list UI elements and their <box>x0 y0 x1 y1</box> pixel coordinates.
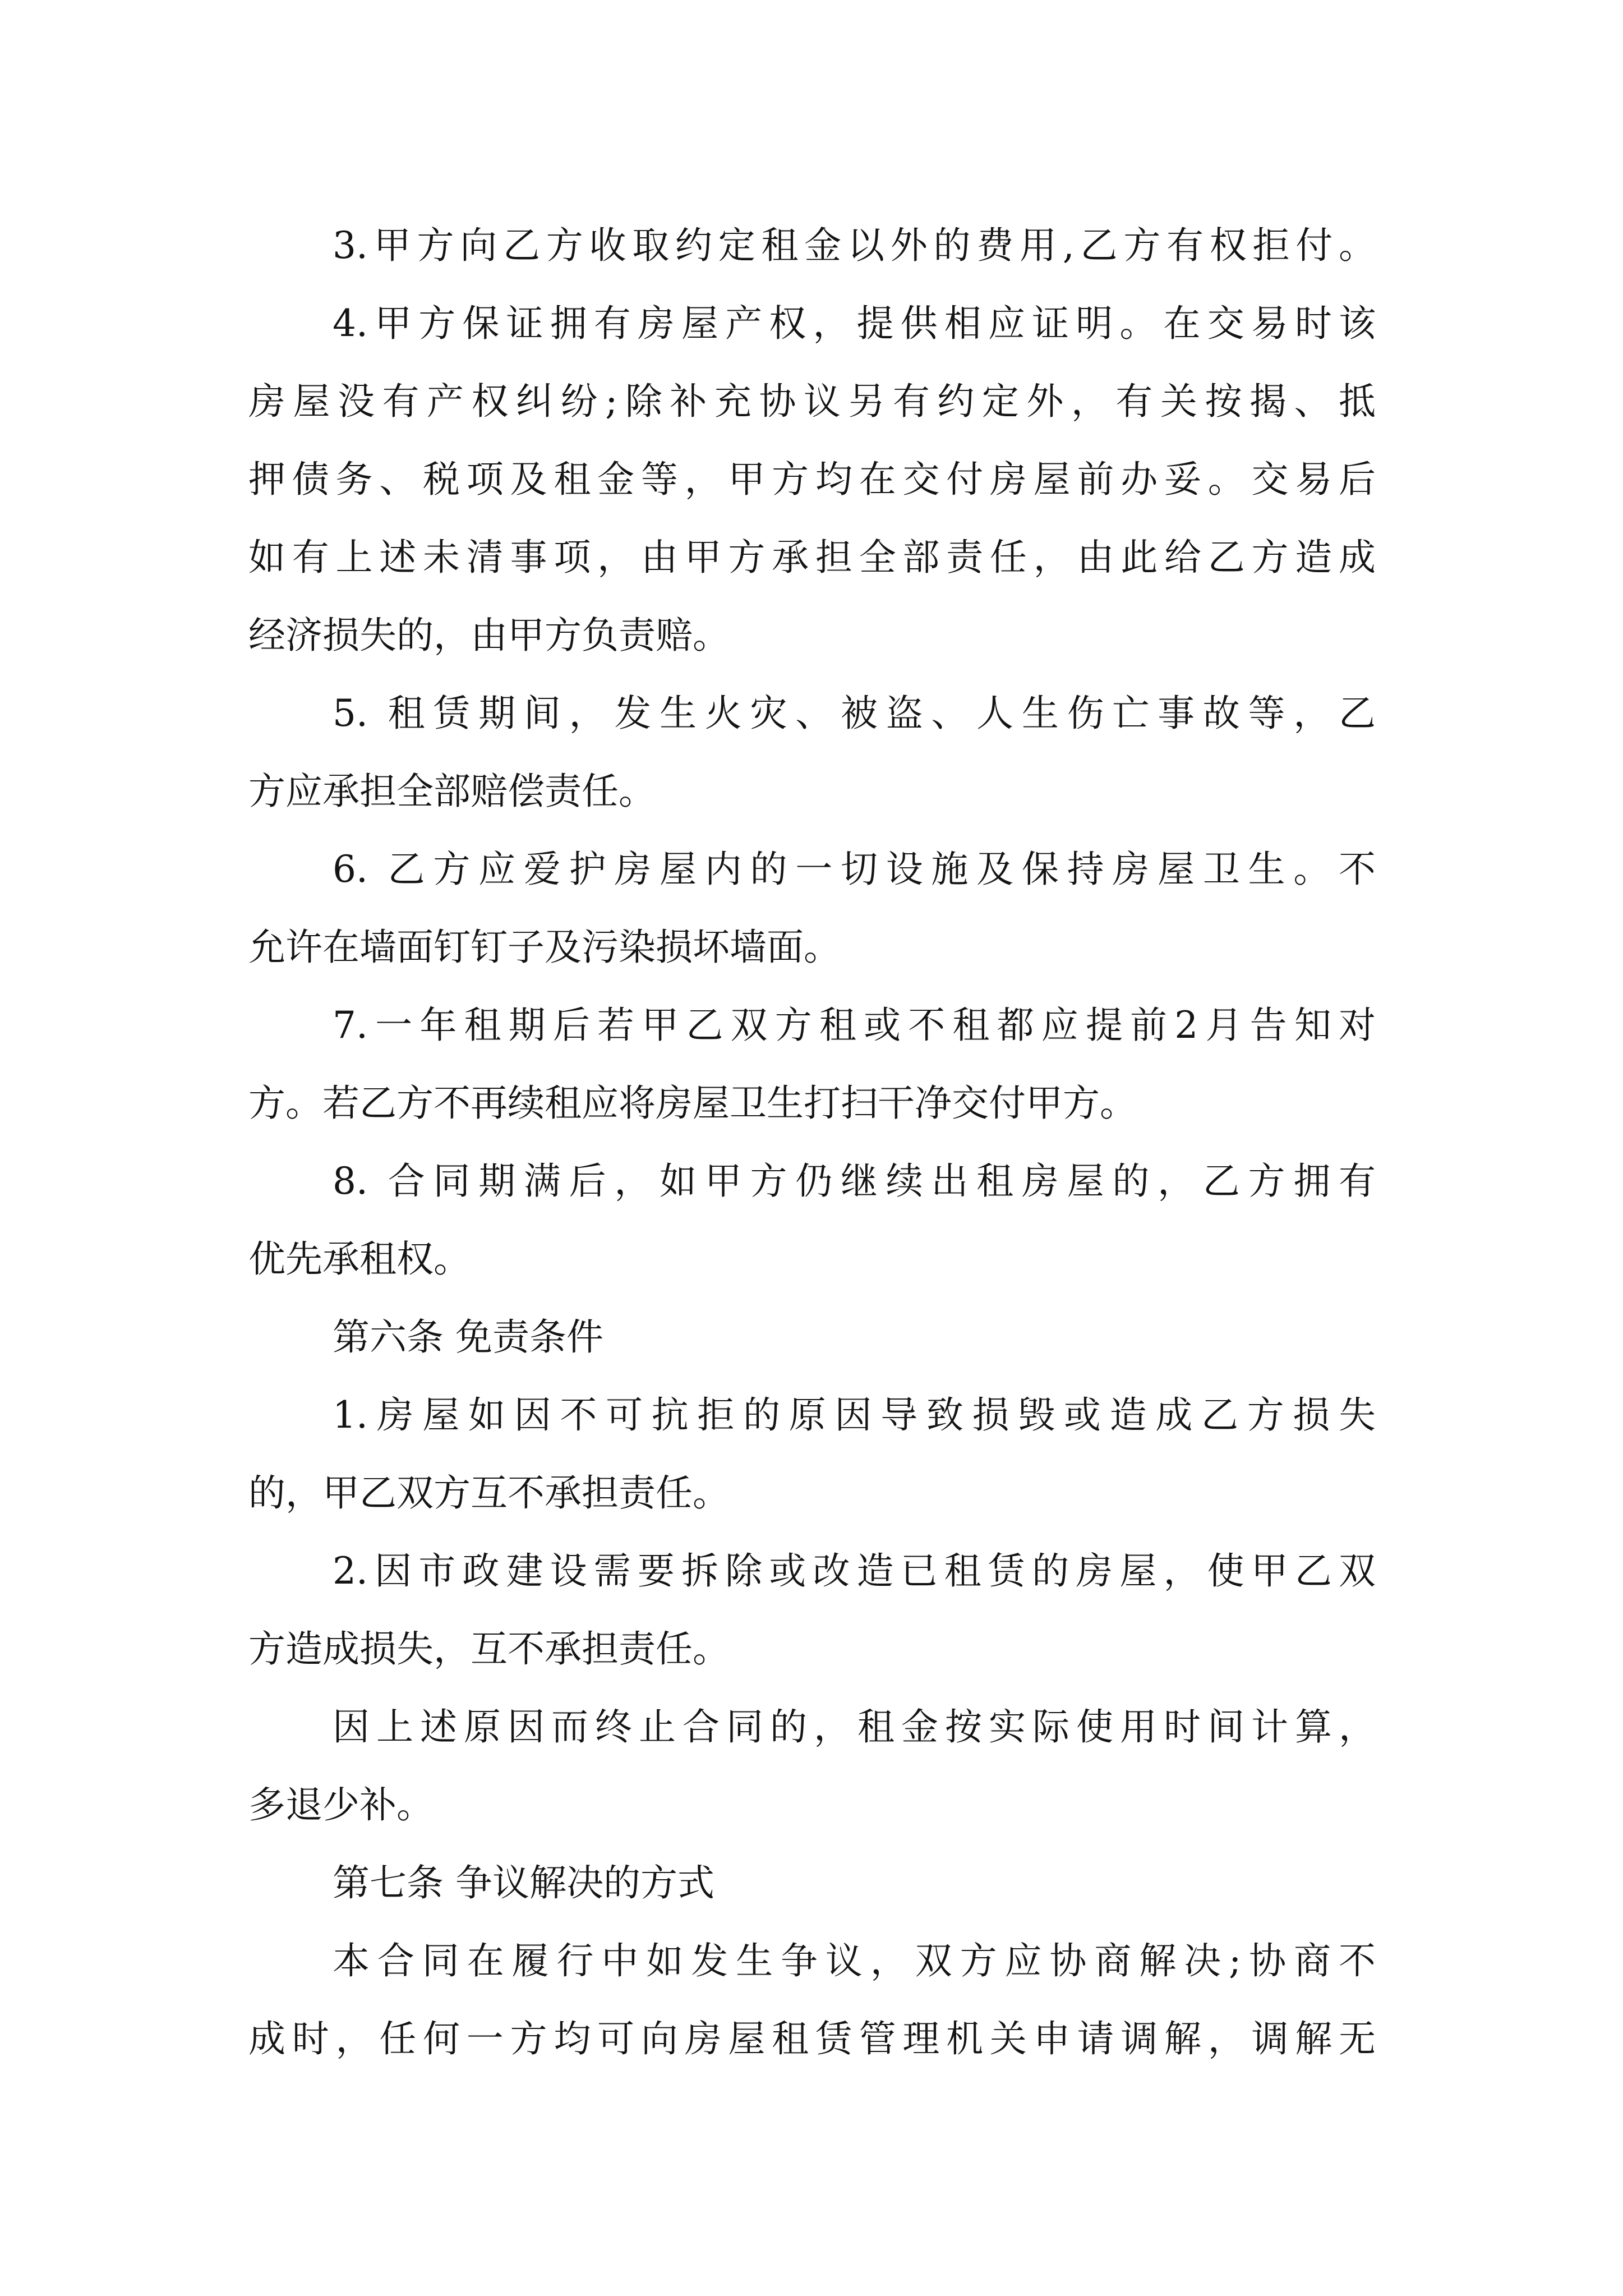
dispute-line-2: 成时，任何一方均可向房屋租赁管理机关申请调解，调解无 <box>248 2017 1376 2060</box>
exemption-1-line-2: 的，甲乙双方互不承担责任。 <box>248 1471 730 1515</box>
clause-8-line-2: 优先承租权。 <box>248 1237 471 1281</box>
article-6-heading: 第六条 免责条件 <box>333 1315 603 1359</box>
termination-note-line-1: 因上述原因而终止合同的，租金按实际使用时间计算， <box>333 1705 1376 1749</box>
clause-4-line-2: 房屋没有产权纠纷;除补充协议另有约定外，有关按揭、抵 <box>248 380 1376 423</box>
clause-8-line-1: 8. 合同期满后，如甲方仍继续出租房屋的，乙方拥有 <box>333 1159 1376 1203</box>
article-7-heading: 第七条 争议解决的方式 <box>333 1861 714 1904</box>
termination-note-line-2: 多退少补。 <box>248 1783 434 1826</box>
clause-4-line-1: 4.甲方保证拥有房屋产权，提供相应证明。在交易时该 <box>333 302 1376 345</box>
exemption-1-line-1: 1.房屋如因不可抗拒的原因导致损毁或造成乙方损失 <box>333 1393 1376 1437</box>
clause-6-line-2: 允许在墙面钉钉子及污染损坏墙面。 <box>248 926 841 969</box>
clause-7-line-1: 7.一年租期后若甲乙双方租或不租都应提前2月告知对 <box>333 1004 1376 1047</box>
clause-4-line-3: 押债务、税项及租金等，甲方均在交付房屋前办妥。交易后 <box>248 458 1376 501</box>
exemption-2-line-1: 2.因市政建设需要拆除或改造已租赁的房屋，使甲乙双 <box>333 1549 1376 1593</box>
dispute-line-1: 本合同在履行中如发生争议，双方应协商解决;协商不 <box>333 1939 1376 1982</box>
document-body <box>248 206 1376 2078</box>
clause-3-line-1: 3.甲方向乙方收取约定租金以外的费用,乙方有权拒付。 <box>333 224 1376 267</box>
clause-4-line-4: 如有上述未清事项，由甲方承担全部责任，由此给乙方造成 <box>248 536 1376 579</box>
clause-5-line-1: 5. 租赁期间，发生火灾、被盗、人生伤亡事故等，乙 <box>333 692 1376 735</box>
exemption-2-line-2: 方造成损失，互不承担责任。 <box>248 1627 730 1671</box>
clause-6-line-1: 6. 乙方应爱护房屋内的一切设施及保持房屋卫生。不 <box>333 848 1376 891</box>
clause-7-line-2: 方。若乙方不再续租应将房屋卫生打扫干净交付甲方。 <box>248 1082 1137 1125</box>
clause-5-line-2: 方应承担全部赔偿责任。 <box>248 770 656 813</box>
clause-4-line-5: 经济损失的，由甲方负责赔。 <box>248 614 730 657</box>
